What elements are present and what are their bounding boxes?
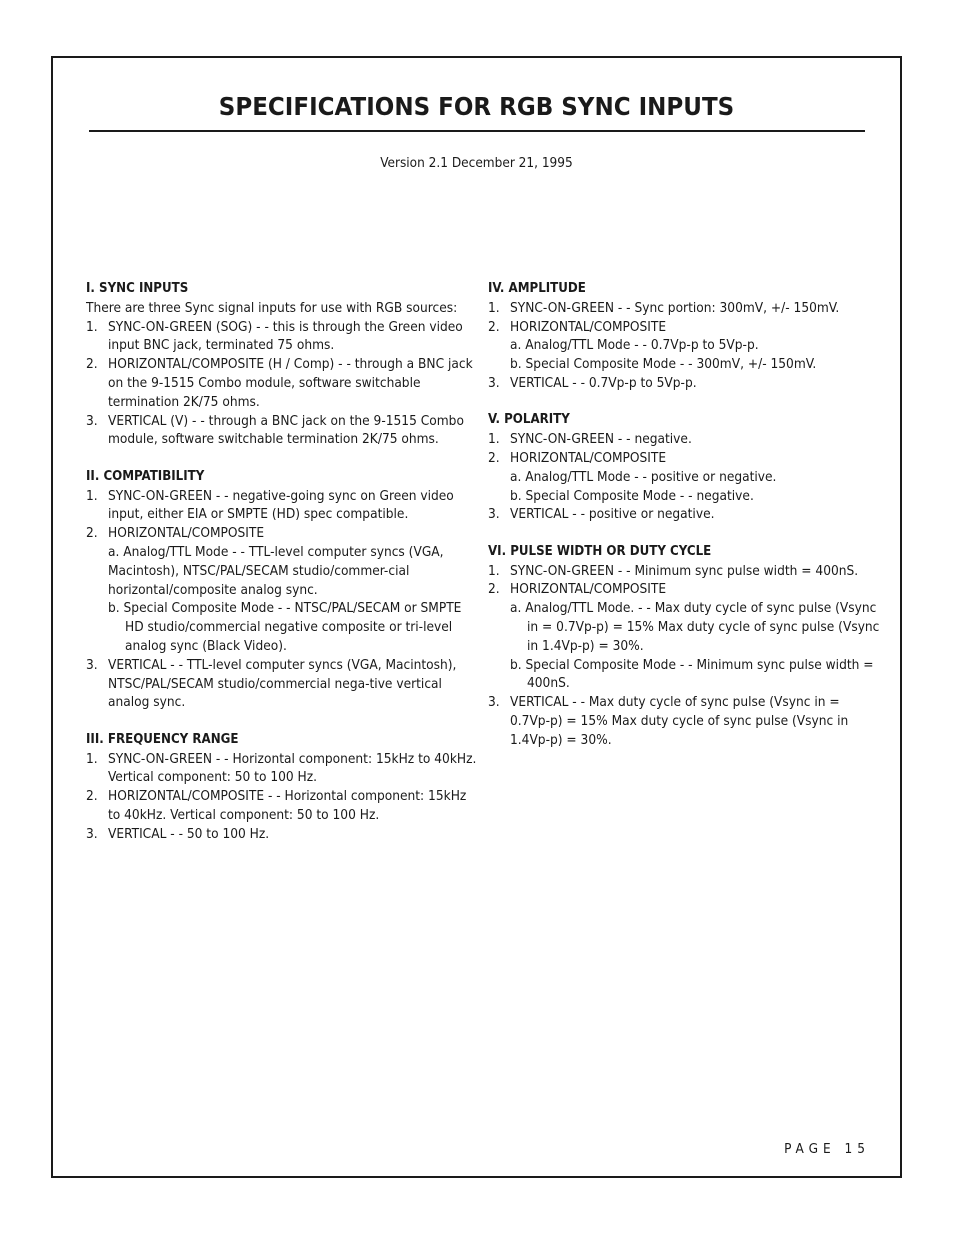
list-item [86,656,478,712]
page-frame [51,56,902,1178]
section-amplitude [488,280,880,393]
item-text: HORIZONTAL/COMPOSITE (H / Comp) - - through a BNC jack on the 9-1515 Combo module, software switchable termination 2K/75 ohms. [108,356,473,410]
section-list [86,487,478,713]
item-text: SYNC-ON-GREEN - - Minimum sync pulse width = 400nS. [510,562,859,579]
item-text: VERTICAL (V) - - through a BNC jack on the 9-1515 Combo module, software switchable termination 2K/75 ohms. [108,412,464,448]
item-text: SYNC-ON-GREEN (SOG) - - this is through the Green video input BNC jack, terminated 75 ohms. [108,318,463,354]
item-text: SYNC-ON-GREEN - - negative. [510,431,692,448]
item-text: SYNC-ON-GREEN - - Sync portion: 300mV, +/- 150mV. [510,299,840,316]
section-list [488,430,880,524]
sub-item: a. Analog/TTL Mode - - positive or negative. [510,468,777,485]
page-number: PAGE 15 [784,1141,870,1157]
item-text: VERTICAL - - 0.7Vp-p to 5Vp-p. [510,374,697,391]
list-item [86,825,478,844]
section-heading: I. SYNC INPUTS [86,281,189,296]
section-intro: There are three Sync signal inputs for use with RGB sources: [86,299,458,316]
sub-item: b. Special Composite Mode - - negative. [510,487,754,504]
list-item [488,299,880,318]
item-text: VERTICAL - - Max duty cycle of sync pulse (Vsync in = 0.7Vp-p) = 15% Max duty cycle of sync pulse (Vsync in 1.4Vp-p) = 30%. [510,694,849,748]
section-heading: VI. PULSE WIDTH OR DUTY CYCLE [488,543,712,559]
sub-item: a. Analog/TTL Mode - - 0.7Vp-p to 5Vp-p. [510,337,759,354]
section-sync-inputs [86,280,478,449]
item-number: 3. [86,412,98,429]
item-number: 3. [86,656,98,673]
item-text: VERTICAL - - TTL-level computer syncs (VGA, Macintosh), NTSC/PAL/SECAM studio/commercial nega-tive vertical analog sync. [108,656,457,711]
list-item [488,562,880,581]
section-list [488,299,880,393]
section-list [86,750,478,844]
item-number: 3. [488,374,500,391]
list-item [488,449,880,505]
item-number: 2. [86,356,98,373]
section-compatibility [86,468,478,712]
list-item [86,318,478,356]
right-column [488,280,880,768]
item-number: 2. [488,581,500,598]
item-text: HORIZONTAL/COMPOSITE [108,525,265,542]
item-text: SYNC-ON-GREEN - - Horizontal component: 15kHz to 40kHz. Vertical component: 50 to 100 Hz. [108,750,477,786]
list-item [86,412,478,450]
item-text: HORIZONTAL/COMPOSITE - - Horizontal component: 15kHz to 40kHz. Vertical component: 50 to 100 Hz. [108,788,467,823]
sub-item: b. Special Composite Mode - - NTSC/PAL/SECAM or SMPTE HD studio/commercial negative composite or tri-level analog sync (Black Video). [108,600,462,654]
version-line: Version 2.1 December 21, 1995 [380,155,573,171]
section-polarity [488,411,880,524]
section-heading: V. POLARITY [488,412,570,428]
sub-item: a. Analog/TTL Mode. - - Max duty cycle of sync pulse (Vsync in = 0.7Vp-p) = 15% Max duty cycle of sync pulse (Vsync in 1.4Vp-p) = 30%. [510,600,880,654]
list-item [86,750,478,788]
sub-item: b. Special Composite Mode - - 300mV, +/- 150mV. [510,356,817,373]
list-item [86,487,478,525]
item-number: 1. [488,299,500,316]
left-column [86,280,478,862]
item-number: 2. [488,449,500,466]
list-item [86,355,478,411]
list-item [86,524,478,656]
section-frequency-range [86,731,478,844]
item-number: 1. [86,487,98,504]
item-number: 1. [488,562,500,579]
list-item [488,430,880,449]
sub-item: a. Analog/TTL Mode - - TTL-level computer syncs (VGA, Macintosh), NTSC/PAL/SECAM studio/commer-cial horizontal/composite analog sync. [108,543,444,598]
list-item [488,580,880,693]
list-item [488,693,880,749]
item-number: 2. [86,788,98,805]
sub-item: b. Special Composite Mode - - Minimum sync pulse width = 400nS. [510,656,874,692]
item-text: VERTICAL - - positive or negative. [510,506,715,523]
item-number: 3. [488,506,500,523]
section-pulse-width [488,543,880,750]
item-number: 2. [488,318,500,335]
item-text: HORIZONTAL/COMPOSITE [510,581,667,598]
item-text: SYNC-ON-GREEN - - negative-going sync on Green video input, either EIA or SMPTE (HD) spec compatible. [108,487,454,523]
section-heading: IV. AMPLITUDE [488,281,586,296]
item-text: VERTICAL - - 50 to 100 Hz. [108,825,270,842]
list-item [488,318,880,374]
item-number: 2. [86,525,98,542]
item-number: 3. [86,825,98,842]
list-item [488,505,880,524]
section-heading: III. FREQUENCY RANGE [86,731,239,747]
section-list [86,318,478,450]
list-item [488,374,880,393]
item-number: 1. [86,750,98,767]
item-number: 1. [86,318,98,335]
item-number: 3. [488,694,500,711]
section-list [488,562,880,750]
item-text: HORIZONTAL/COMPOSITE [510,318,667,335]
list-item [86,787,478,825]
section-heading: II. COMPATIBILITY [86,468,205,484]
title-rule [89,130,865,132]
item-text: HORIZONTAL/COMPOSITE [510,449,667,466]
item-number: 1. [488,431,500,448]
page-title: SPECIFICATIONS FOR RGB SYNC INPUTS [218,92,735,121]
